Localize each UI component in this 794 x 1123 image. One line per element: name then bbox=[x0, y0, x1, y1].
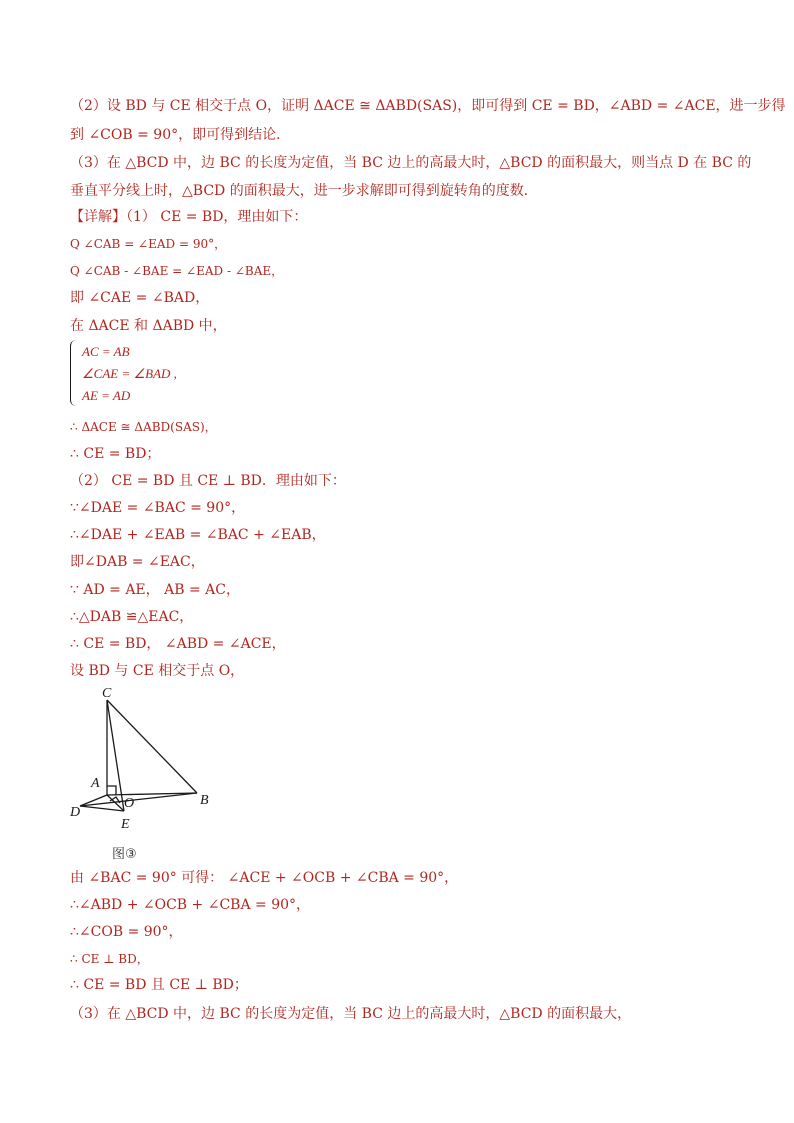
text-line: 即 ∠CAE = ∠BAD， bbox=[70, 290, 210, 306]
text-line: 【详解】（1） CE = BD，理由如下： bbox=[70, 209, 308, 225]
brace-equations bbox=[82, 341, 177, 407]
text-line: （3）在 △BCD 中，边 BC 的长度为定值，当 BC 边上的高最大时，△BCD 的面积最大，则当点 D 在 BC 的 bbox=[70, 155, 752, 171]
text-line: 到 ∠COB = 90°，即可得到结论． bbox=[70, 127, 291, 143]
text-line: ∴ CE = BD； bbox=[70, 446, 161, 462]
text-line: （2）设 BD 与 CE 相交于点 O，证明 ΔACE ≅ ΔABD(SAS)，即可得到 CE = BD，∠ABD = ∠ACE，进一步得 bbox=[70, 98, 786, 114]
text-line: （2） CE = BD 且 CE ⊥ BD．理由如下： bbox=[70, 473, 346, 489]
text-line: Q ∠CAB - ∠BAE = ∠EAD - ∠BAE， bbox=[70, 264, 284, 278]
label-B: B bbox=[200, 793, 209, 808]
text-line: ∴ ΔACE ≅ ΔABD(SAS)， bbox=[70, 420, 217, 434]
text-line: ∴ CE = BD 且 CE ⊥ BD； bbox=[70, 977, 248, 993]
text-line: Q ∠CAB = ∠EAD = 90°， bbox=[70, 237, 227, 251]
text-line: 在 ΔACE 和 ΔABD 中， bbox=[70, 318, 227, 334]
geometry-figure bbox=[62, 683, 232, 863]
label-C: C bbox=[102, 686, 112, 701]
text-line: ∴ CE ⊥ BD， bbox=[70, 952, 149, 966]
text-line: ∴ CE = BD， ∠ABD = ∠ACE， bbox=[70, 636, 286, 652]
text-line: ∴△DAB ≌△EAC， bbox=[70, 609, 194, 625]
brace-equation: AC = AB bbox=[82, 344, 130, 359]
text-line: 由 ∠BAC = 90° 可得： ∠ACE + ∠OCB + ∠CBA = 90°， bbox=[70, 870, 459, 886]
system-brace bbox=[70, 340, 79, 406]
text-line: ∵ AD = AE， AB = AC， bbox=[70, 582, 240, 598]
label-A: A bbox=[91, 776, 100, 791]
segment-DE bbox=[80, 806, 124, 811]
text-line: （3）在 △BCD 中，边 BC 的长度为定值，当 BC 边上的高最大时，△BCD 的面积最大， bbox=[70, 1006, 632, 1022]
text-line: ∴∠COB = 90°， bbox=[70, 924, 183, 940]
label-D: D bbox=[70, 805, 81, 820]
right-angle-mark bbox=[107, 786, 116, 795]
text-line: ∴∠DAE + ∠EAB = ∠BAC + ∠EAB， bbox=[70, 527, 326, 543]
segment-CB bbox=[107, 700, 197, 793]
text-line: 即∠DAB = ∠EAC， bbox=[70, 554, 205, 570]
brace-equation: ∠CAE = ∠BAD , bbox=[82, 366, 177, 381]
label-O: O bbox=[124, 796, 135, 811]
text-line: ∴∠ABD + ∠OCB + ∠CBA = 90°， bbox=[70, 897, 311, 913]
text-line: 设 BD 与 CE 相交于点 O， bbox=[70, 663, 245, 679]
text-line: 垂直平分线上时，△BCD 的面积最大，进一步求解即可得到旋转角的度数． bbox=[70, 183, 538, 199]
figure-caption: 图③ bbox=[112, 847, 137, 862]
brace-equation: AE = AD bbox=[82, 388, 131, 403]
label-E: E bbox=[121, 817, 130, 832]
text-line: ∵∠DAE = ∠BAC = 90°， bbox=[70, 500, 246, 516]
